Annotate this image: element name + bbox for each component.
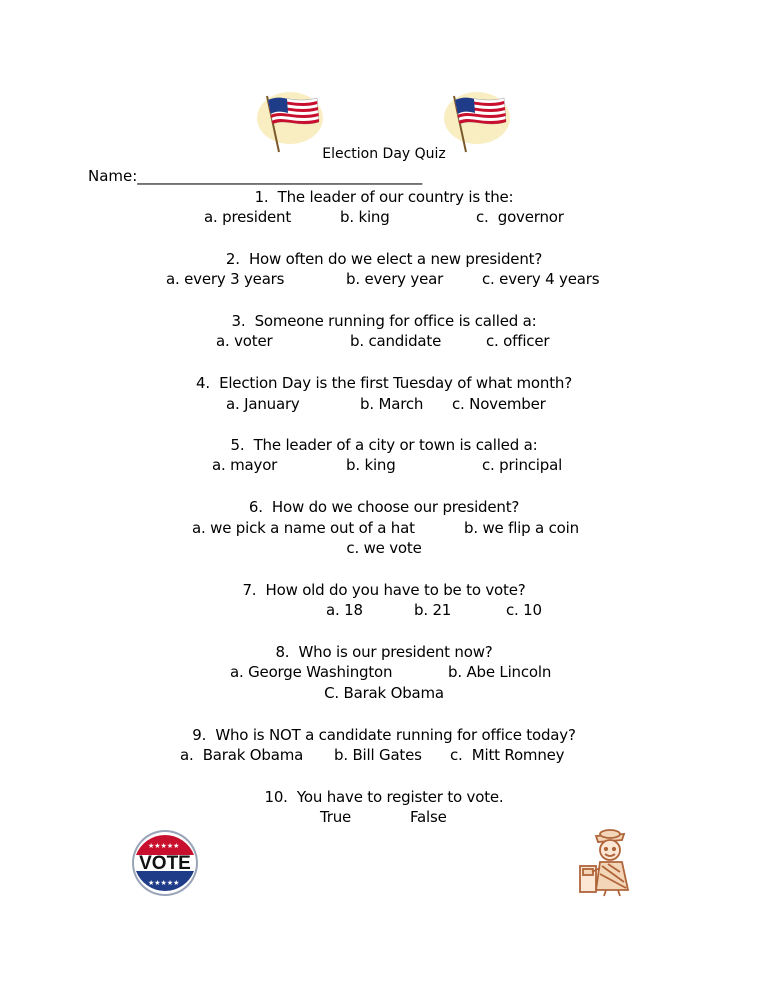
q3-option-c: c. officer (486, 332, 550, 350)
question-2: 2. How often do we elect a new president? (225, 250, 543, 268)
q1-option-a: a. president (204, 208, 292, 226)
q3-option-a: a. voter (216, 332, 273, 350)
q10-option-false: False (410, 808, 447, 826)
q7-option-b: b. 21 (414, 601, 452, 619)
q6-option-b: b. we flip a coin (464, 519, 579, 537)
q4-option-b: b. March (360, 395, 424, 413)
q2-option-a: a. every 3 years (166, 270, 285, 288)
vote-badge (130, 828, 200, 902)
q7-option-c: c. 10 (506, 601, 542, 619)
q6-option-a: a. we pick a name out of a hat (192, 519, 415, 537)
q9-option-a: a. Barak Obama (180, 746, 304, 764)
q9-option-c: c. Mitt Romney (450, 746, 565, 764)
q7-option-a: a. 18 (326, 601, 363, 619)
question-10: 10. You have to register to vote. (264, 788, 504, 806)
name-field-label: Name:______________________________________ (88, 167, 423, 185)
question-4: 4. Election Day is the first Tuesday of what month? (196, 374, 572, 392)
q1-option-b: b. king (340, 208, 390, 226)
vote-badge-text: VOTE (139, 853, 191, 874)
q3-option-b: b. candidate (350, 332, 442, 350)
q5-option-c: c. principal (482, 456, 563, 474)
question-5: 5. The leader of a city or town is called a: (230, 436, 538, 454)
question-10-options (0, 807, 768, 887)
q4-option-a: a. January (226, 395, 300, 413)
q5-option-b: b. king (346, 456, 396, 474)
q4-option-c: c. November (452, 395, 546, 413)
voter-at-ballot-box-icon (578, 822, 642, 898)
q8-option-b: b. Abe Lincoln (448, 663, 552, 681)
page-title: Election Day Quiz (322, 146, 446, 162)
american-flag-right-icon (442, 88, 512, 154)
q10-option-true: True (320, 808, 352, 826)
question-3: 3. Someone running for office is called a: (231, 312, 537, 330)
q2-option-b: b. every year (346, 270, 444, 288)
question-6: 6. How do we choose our president? (248, 498, 520, 516)
question-9: 9. Who is NOT a candidate running for office today? (192, 726, 576, 744)
q9-option-b: b. Bill Gates (334, 746, 422, 764)
svg-text:★★★★★: ★★★★★ (148, 879, 180, 887)
american-flag-left-icon (255, 88, 325, 154)
q1-option-c: c. governor (476, 208, 564, 226)
q5-option-a: a. mayor (212, 456, 278, 474)
svg-text:★★★★★: ★★★★★ (148, 842, 180, 850)
question-8: 8. Who is our president now? (275, 643, 493, 661)
q8-option-a: a. George Washington (230, 663, 393, 681)
question-1: 1. The leader of our country is the: (254, 188, 514, 206)
voter-illustration (578, 822, 642, 902)
q8-option-c: C. Barak Obama (324, 684, 444, 702)
q2-option-c: c. every 4 years (482, 270, 600, 288)
q6-option-c: c. we vote (346, 539, 422, 557)
vote-badge-icon (130, 828, 200, 898)
question-7: 7. How old do you have to be to vote? (242, 581, 526, 599)
